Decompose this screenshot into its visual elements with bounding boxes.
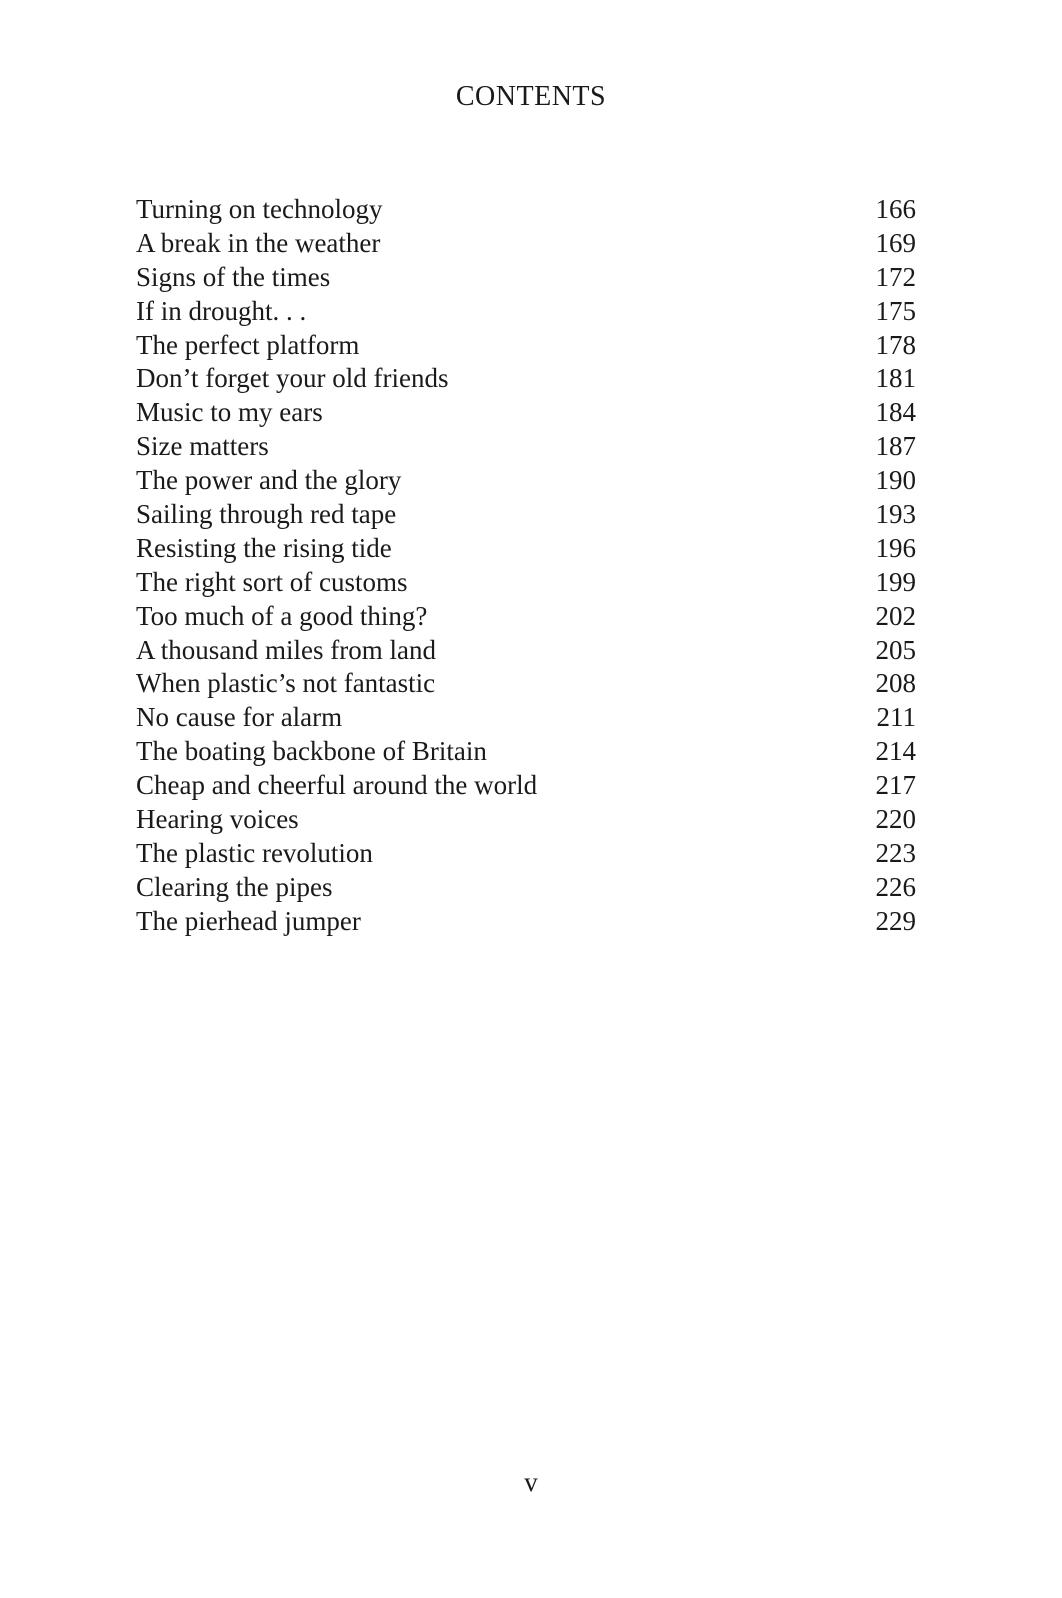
toc-entry: [136, 735, 916, 769]
toc-entry: [136, 193, 916, 227]
toc-entry-page-number: 172: [875, 261, 916, 292]
toc-entry-title: The plastic revolution: [136, 837, 373, 868]
toc-entry-title: Turning on technology: [136, 194, 383, 224]
toc-entry-title: The pierhead jumper: [136, 905, 361, 936]
toc-entry-page-number: 190: [875, 465, 916, 496]
toc-entry: [136, 227, 916, 261]
toc-entry-page-number: 214: [875, 736, 916, 767]
toc-entry: [136, 667, 916, 701]
toc-entry: [136, 566, 916, 600]
toc-entry-page-number: 166: [875, 194, 916, 224]
toc-entry: [136, 329, 916, 363]
toc-entry: [136, 905, 916, 939]
toc-entry-title: No cause for alarm: [136, 702, 343, 733]
toc-entry: [136, 532, 916, 566]
toc-entry: [136, 498, 916, 532]
toc-entry-title: The perfect platform: [136, 329, 360, 360]
toc-entry-title: The right sort of customs: [136, 566, 408, 597]
toc-entry: [136, 600, 916, 634]
toc-entry-page-number: 187: [875, 431, 916, 462]
toc-entry: [136, 464, 916, 498]
toc-entry-title: If in drought. . .: [136, 295, 307, 326]
toc-entry: [136, 295, 916, 329]
toc-entry-title: Resisting the rising tide: [136, 532, 392, 563]
toc-entry-title: Music to my ears: [136, 397, 323, 428]
toc-entry-title: A thousand miles from land: [136, 634, 436, 665]
toc-entry-title: Signs of the times: [136, 261, 331, 292]
toc-entry-title: Size matters: [136, 431, 269, 462]
toc-entry-page-number: 202: [875, 600, 916, 631]
toc-entry-page-number: 175: [875, 295, 916, 326]
toc-entry-page-number: 223: [875, 837, 916, 868]
table-of-contents: [136, 193, 916, 939]
toc-entry: [136, 837, 916, 871]
toc-entry-title: The power and the glory: [136, 465, 402, 496]
toc-entry: [136, 769, 916, 803]
toc-entry-title: A break in the weather: [136, 227, 381, 258]
toc-entry-page-number: 205: [875, 634, 916, 665]
toc-entry-title: Don’t forget your old friends: [136, 363, 449, 394]
toc-entry-page-number: 199: [875, 566, 916, 597]
toc-entry: [136, 871, 916, 905]
toc-entry-page-number: 193: [875, 499, 916, 530]
toc-entry-page-number: 211: [876, 702, 916, 733]
toc-entry-page-number: 196: [875, 532, 916, 563]
toc-entry-title: When plastic’s not fantastic: [136, 668, 436, 699]
page-title: CONTENTS: [455, 81, 607, 112]
toc-entry: [136, 261, 916, 295]
toc-entry-title: The boating backbone of Britain: [136, 736, 487, 767]
toc-entry: [136, 362, 916, 396]
toc-entry-page-number: 220: [875, 804, 916, 835]
toc-entry-page-number: 178: [875, 329, 916, 360]
toc-entry-page-number: 181: [875, 363, 916, 394]
toc-entry: [136, 634, 916, 668]
page-number: v: [524, 1467, 538, 1497]
toc-entry-title: Cheap and cheerful around the world: [136, 770, 538, 801]
toc-entry: [136, 430, 916, 464]
toc-entry-title: Sailing through red tape: [136, 499, 397, 530]
toc-entry-page-number: 226: [875, 871, 916, 902]
toc-entry-page-number: 184: [875, 397, 916, 428]
toc-entry-title: Too much of a good thing?: [136, 600, 428, 631]
toc-entry: [136, 396, 916, 430]
toc-entry-title: Clearing the pipes: [136, 871, 333, 902]
toc-entry-page-number: 169: [875, 227, 916, 258]
toc-entry-title: Hearing voices: [136, 804, 299, 835]
toc-entry: [136, 803, 916, 837]
toc-entry-page-number: 229: [875, 905, 916, 936]
toc-entry-page-number: 208: [875, 668, 916, 699]
toc-entry-page-number: 217: [875, 770, 916, 801]
toc-entry: [136, 701, 916, 735]
